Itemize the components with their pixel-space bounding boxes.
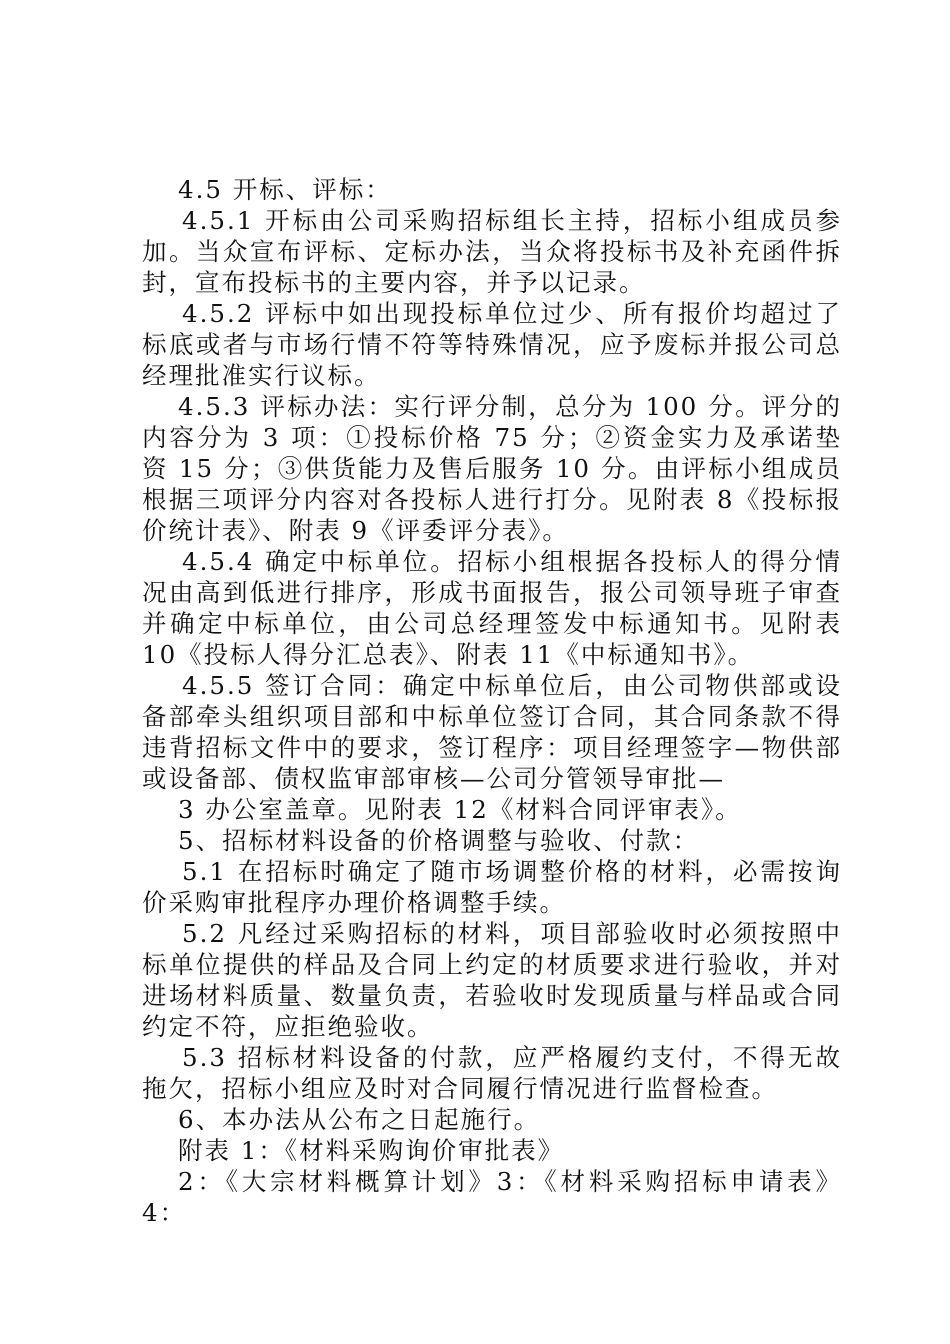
paragraph-4-5-3: 4.5.3 评标办法：实行评分制，总分为 100 分。评分的内容分为 3 项：①投标价格 75 分；②资金实力及承诺垫资 15 分；③供货能力及售后服务 10 分。由评标小组成员根据三项评分内容对各投标人进行打分。见附表 8《投标报价统计表》、附表 9《评委评分表》。 — [142, 392, 842, 545]
paragraph-5-3: 5.3 招标材料设备的付款，应严格履约支付，不得无故拖欠，招标小组应及时对合同履行情况进行监督检查。 — [142, 1043, 842, 1103]
paragraph-office-seal: 3 办公室盖章。见附表 12《材料合同评审表》。 — [178, 795, 742, 824]
document-body — [142, 174, 842, 1228]
paragraph-4-5-5: 4.5.5 签订合同：确定中标单位后，由公司物供部或设备部牵头组织项目部和中标单位签订合同，其合同条款不得违背招标文件中的要求，签订程序：项目经理签字—物供部或设备部、债权监审部审核—公司分管领导审批— — [142, 671, 842, 793]
paragraph-4-5-1: 4.5.1 开标由公司采购招标组长主持，招标小组成员参加。当众宣布评标、定标办法，当众将投标书及补充函件拆封，宣布投标书的主要内容，并予以记录。 — [142, 206, 842, 297]
paragraph-4-5-4: 4.5.4 确定中标单位。招标小组根据各投标人的得分情况由高到低进行排序，形成书面报告，报公司领导班子审查并确定中标单位，由公司总经理签发中标通知书。见附表 10《投标人得分汇总表》、附表 11《中标通知书》。 — [142, 547, 842, 669]
paragraph-5-1: 5.1 在招标时确定了随市场调整价格的材料，必需按询价采购审批程序办理价格调整手续。 — [142, 857, 842, 917]
paragraph-5-2: 5.2 凡经过采购招标的材料，项目部验收时必须按照中标单位提供的样品及合同上约定的材质要求进行验收，并对进场材料质量、数量负责，若验收时发现质量与样品或合同约定不符，应拒绝验收。 — [142, 919, 842, 1041]
paragraph-4-5-2: 4.5.2 评标中如出现投标单位过少、所有报价均超过了标底或者与市场行情不符等特殊情况，应予废标并报公司总经理批准实行议标。 — [142, 299, 842, 390]
section-heading-4-5: 4.5 开标、评标： — [178, 175, 392, 204]
section-heading-6: 6、本办法从公布之日起施行。 — [178, 1105, 541, 1134]
section-heading-5: 5、招标材料设备的价格调整与验收、付款： — [178, 826, 700, 855]
appendix-list-line-2: 2：《大宗材料概算计划》3：《材料采购招标申请表》4： — [142, 1167, 842, 1227]
appendix-list-line-1: 附表 1：《材料采购询价审批表》 — [178, 1136, 565, 1165]
